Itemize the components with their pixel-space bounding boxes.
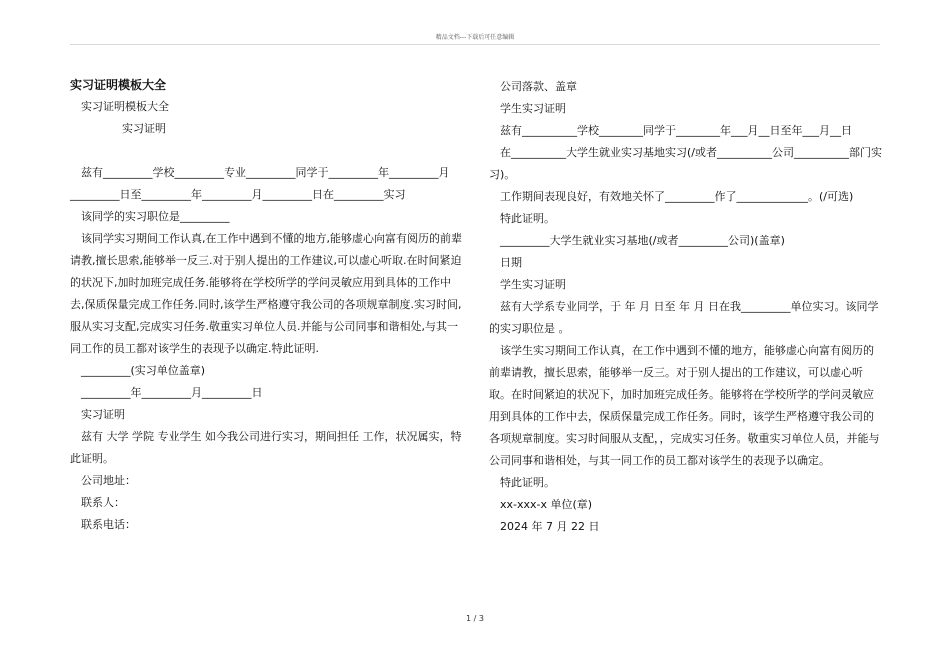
student-cert-title-2: 学生实习证明 [500, 278, 566, 291]
left-column [70, 76, 463, 536]
student-cert-line-3: 工作期间表现良好，有效地关怀了_________作了_____________。(/可选) [500, 190, 854, 203]
page-header: 精品文档---下载后可任意编辑 [435, 34, 515, 41]
company-sign-stamp: 公司落款、盖章 [500, 80, 577, 93]
student-cert-line-1: 兹有__________学校________同学于________年___月__日至年___月__日 [500, 124, 852, 137]
closing-line: 特此证明。 [500, 476, 555, 489]
right-column [489, 76, 882, 538]
date-label: 日期 [500, 256, 522, 269]
document-title: 实习证明模板大全 [70, 78, 167, 92]
spacer [70, 140, 463, 162]
contact-phone: 联系电话： [81, 518, 136, 531]
evaluation-paragraph: 该同学实习期间工作认真,在工作中遇到不懂的地方,能够虚心向富有阅历的前辈请教,擅长思索,能够举一反三.对于别人提出的工作建议,可以虚心听取.在时间紧迫的状况下,加时加班完成任务.能够将在学校所学的学问灵敏应用到具体的工作中去,保质保量完成工作任务.同时,该学生严格遵守我公司的各项规章制度.实习时间,服从实习支配,完成实习任务.敬重实习单位人员.并能与公司同事和谐相处,与其一同工作的员工都对该学生的表现予以确定.特此证明. [70, 232, 462, 355]
date-line: _________年_________月_________日 [81, 386, 263, 399]
cert-heading: 实习证明 [122, 122, 166, 135]
short-cert-paragraph: 兹有 大学 学院 专业学生 如今我公司进行实习，期间担任 工作，状况属实，特此证明。 [70, 430, 462, 465]
student-cert-title: 学生实习证明 [500, 102, 566, 115]
header-rule [70, 44, 880, 45]
student-evaluation-paragraph: 该学生实习期间工作认真，在工作中遇到不懂的地方，能够虚心向富有阅历的前辈请教，擅长思索，能够举一反三。对于别人提出的工作建议，可以虚心听取。在时间紧迫的状况下，加时加班完成任务。能够将在学校所学的学问灵敏应用到具体的工作中去，保质保量完成工作任务。同时，该学生严格遵守我公司的各项规章制度。实习时间服从支配，，完成实习任务。敬重实习单位人员，并能与公司同事和谐相处，与其一同工作的员工都对该学生的表现予以确定。 [489, 344, 880, 467]
company-address: 公司地址： [81, 474, 136, 487]
intro-paragraph: 兹有_________学校_________专业_________同学于_________年_________月_________日至_________年_________月_________日在_________实习 [70, 166, 450, 201]
document-subtitle: 实习证明模板大全 [81, 100, 169, 113]
page-number: 1 / 3 [466, 614, 484, 623]
cert-heading-2: 实习证明 [81, 408, 125, 421]
student-cert-line-5: _________大学生就业实习基地(/或者_________公司)(盖章) [500, 234, 785, 247]
student-intro-paragraph: 兹有大学系专业同学，于 年 月 日至 年 月 日在我_________单位实习。该同学的实习职位是 。 [489, 300, 879, 335]
stamp-line: _________(实习单位盖章) [81, 364, 206, 377]
contact-person: 联系人： [81, 496, 125, 509]
student-cert-line-4: 特此证明。 [500, 212, 555, 225]
issue-date: 2024 年 7 月 22 日 [500, 520, 600, 533]
position-line: 该同学的实习职位是_________ [81, 210, 230, 223]
student-cert-line-2: 在__________大学生就业实习基地实习(/或者__________公司__________部门实习)。 [489, 146, 882, 181]
issuing-company: xx-xxx-x 单位(章) [500, 498, 593, 511]
